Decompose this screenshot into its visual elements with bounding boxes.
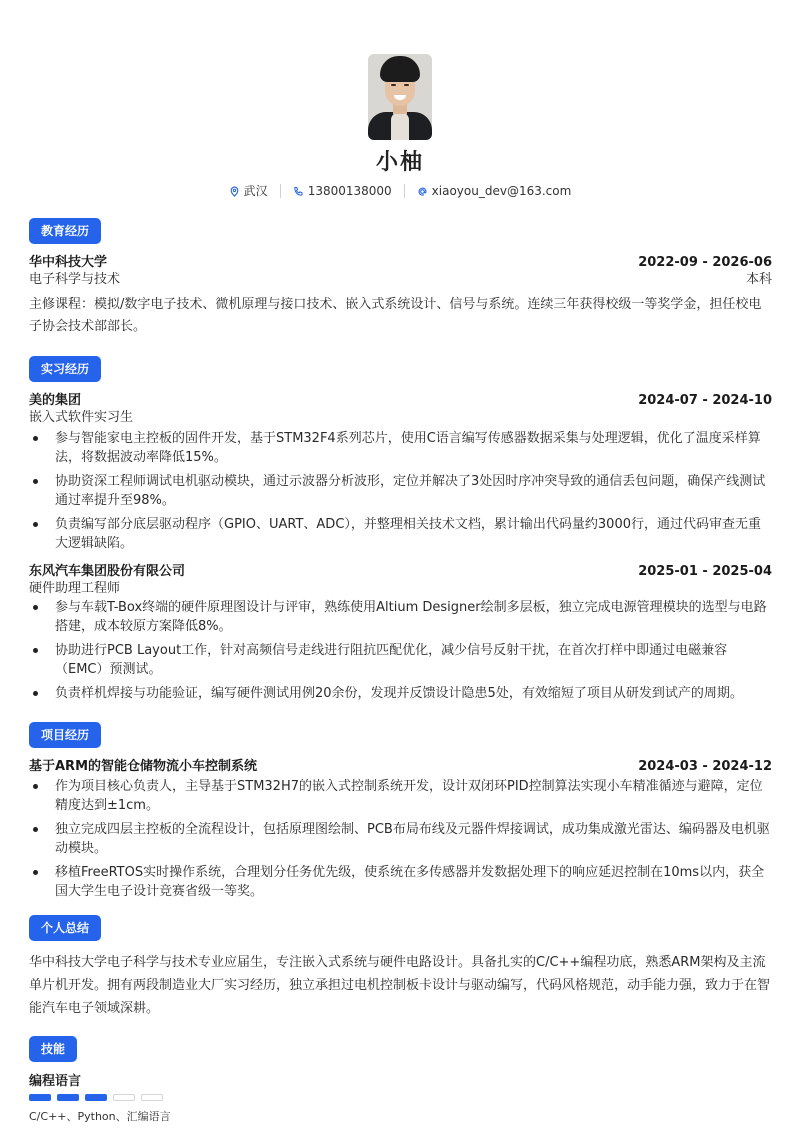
education-sub-row [29, 269, 772, 290]
job-role: 硬件助理工程师 [29, 581, 121, 596]
list-item: 参与车载T-Box终端的硬件原理图设计与评审，熟练使用Altium Designer绘制多层板，独立完成电源管理模块的选型与电路搭建，成本较原方案降低8%。 [29, 598, 772, 636]
internship-dates: 2024-07 - 2024-10 [638, 393, 772, 408]
divider [404, 184, 405, 198]
at-sign-icon [417, 186, 428, 197]
internship-role-row [29, 578, 772, 599]
contact-phone [293, 182, 392, 200]
list-item: 协助资深工程师调试电机驱动模块，通过示波器分析波形，定位并解决了3处因时序冲突导致的通信丢包问题，确保产线测试通过率提升至98%。 [29, 472, 772, 510]
phone-icon [293, 186, 304, 197]
location-text: 武汉 [243, 184, 268, 198]
company-name: 美的集团 [29, 393, 82, 408]
section-badge-projects: 项目经历 [29, 722, 101, 748]
project-name: 基于ARM的智能仓储物流小车控制系统 [29, 759, 258, 774]
skill-name: 编程语言 [29, 1074, 82, 1089]
list-item: 移植FreeRTOS实时操作系统，合理划分任务优先级，使系统在多传感器并发数据处理下的响应延迟控制在10ms以内，获全国大学生电子设计竞赛省级一等奖。 [29, 863, 772, 901]
map-pin-icon [229, 186, 240, 197]
section-badge-skills: 技能 [29, 1036, 77, 1062]
job-role: 嵌入式软件实习生 [29, 410, 134, 425]
education-description: 主修课程：模拟/数字电子技术、微机原理与接口技术、嵌入式系统设计、信号与系统。连续三年获得校级一等奖学金，担任校电子协会技术部部长。 [29, 297, 762, 334]
contact-location [229, 182, 268, 200]
list-item: 协助进行PCB Layout工作，针对高频信号走线进行阻抗匹配优化，减少信号反射干扰，在首次打样中即通过电磁兼容（EMC）预测试。 [29, 641, 772, 679]
skill-level-segment-filled [57, 1094, 79, 1101]
internship-bullets [29, 598, 772, 708]
section-badge-education: 教育经历 [29, 218, 101, 244]
internship-role-row [29, 407, 772, 428]
company-name: 东风汽车集团股份有限公司 [29, 564, 186, 579]
list-item: 参与智能家电主控板的固件开发，基于STM32F4系列芯片，使用C语言编写传感器数据采集与处理逻辑，优化了温度采样算法，将数据波动率降低15%。 [29, 429, 772, 467]
summary-text: 华中科技大学电子科学与技术专业应届生，专注嵌入式系统与硬件电路设计。具备扎实的C/C++编程功底，熟悉ARM架构及主流单片机开发。拥有两段制造业大厂实习经历，独立承担过电机控制板卡设计与驱动编写，代码风格规范，动手能力强，致力于在智能汽车电子领域深耕。 [29, 955, 771, 1016]
skill-level-bar [29, 1094, 169, 1101]
skill-detail: C/C++、Python、汇编语言 [29, 1110, 171, 1123]
project-bullets [29, 777, 772, 906]
avatar [368, 54, 432, 140]
list-item: 负责编写部分底层驱动程序（GPIO、UART、ADC），并整理相关技术文档，累计输出代码量约3000行，通过代码审查无重大逻辑缺陷。 [29, 515, 772, 553]
internship-bullets [29, 429, 772, 558]
degree: 本科 [745, 272, 772, 287]
internship-dates: 2025-01 - 2025-04 [638, 564, 772, 579]
list-item: 作为项目核心负责人，主导基于STM32H7的嵌入式控制系统开发，设计双闭环PID控制算法实现小车精准循迹与避障，定位精度达到±1cm。 [29, 777, 772, 815]
section-badge-summary: 个人总结 [29, 915, 101, 941]
section-badge-internships: 实习经历 [29, 356, 101, 382]
contact-email[interactable] [417, 182, 572, 200]
email-text[interactable]: xiaoyou_dev@163.com [431, 184, 572, 198]
education-dates: 2022-09 - 2026-06 [638, 255, 772, 270]
project-dates: 2024-03 - 2024-12 [638, 759, 772, 774]
skill-level-segment-empty [113, 1094, 135, 1101]
candidate-name: 小柚 [375, 150, 424, 175]
list-item: 负责样机焊接与功能验证，编写硬件测试用例20余份，发现并反馈设计隐患5处，有效缩短了项目从研发到试产的周期。 [29, 684, 772, 703]
divider [280, 184, 281, 198]
school-name: 华中科技大学 [29, 255, 108, 270]
resume-header [0, 54, 800, 200]
list-item: 独立完成四层主控板的全流程设计，包括原理图绘制、PCB布局布线及元器件焊接调试，成功集成激光雷达、编码器及电机驱动模块。 [29, 820, 772, 858]
skill-level-segment-filled [29, 1094, 51, 1101]
phone-text: 13800138000 [307, 184, 392, 198]
skill-level-segment-empty [141, 1094, 163, 1101]
contact-info [0, 182, 800, 200]
major: 电子科学与技术 [29, 272, 121, 287]
skill-level-segment-filled [85, 1094, 107, 1101]
project-header-row [29, 756, 772, 777]
